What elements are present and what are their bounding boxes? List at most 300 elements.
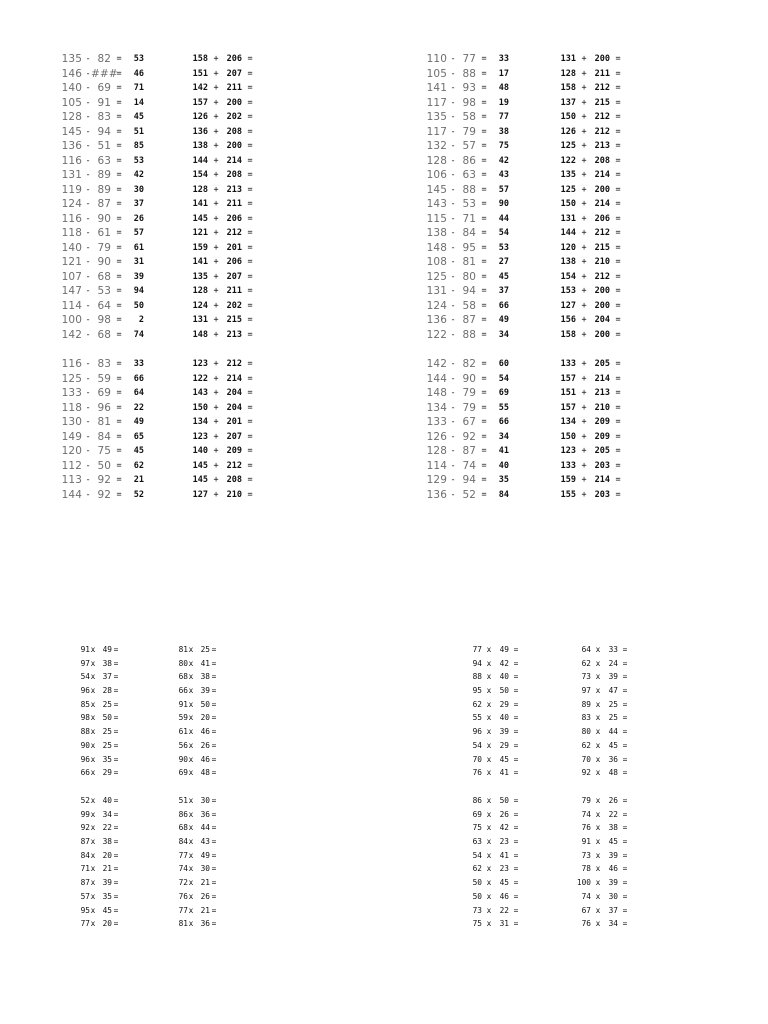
operand-a: 157 <box>192 97 208 108</box>
operand-b: 37 <box>608 905 618 915</box>
operator-sign: x <box>90 891 96 901</box>
operand-a: 123 <box>192 431 208 442</box>
equals-sign: = <box>622 658 628 668</box>
operator-sign: x <box>188 823 194 833</box>
result: 49 <box>498 315 509 325</box>
equals-sign: = <box>116 141 122 151</box>
equals-sign: = <box>615 475 621 485</box>
operand-b: 94 <box>97 125 111 138</box>
operand-b: 91 <box>97 96 111 109</box>
equals-sign: = <box>247 431 253 442</box>
equals-sign: = <box>116 446 122 456</box>
operand-b: 206 <box>226 213 242 224</box>
operand-b: 50 <box>499 686 509 696</box>
operator-sign: + <box>581 170 587 180</box>
operand-a: 66 <box>178 686 188 696</box>
equals-sign: = <box>247 257 253 267</box>
operand-b: 202 <box>226 300 242 311</box>
result: 53 <box>133 54 144 64</box>
operand-b: 39 <box>200 686 210 696</box>
equals-sign: = <box>247 155 253 166</box>
result: 43 <box>498 170 509 180</box>
result: 26 <box>133 213 144 224</box>
operand-a: 126 <box>560 126 576 137</box>
operand-a: 62 <box>472 699 482 709</box>
operator-sign: x <box>188 864 194 874</box>
operator-sign: x <box>188 878 194 888</box>
equals-sign: = <box>113 699 119 709</box>
operator-sign: - <box>450 431 456 442</box>
operand-a: 77 <box>178 850 188 860</box>
equals-sign: = <box>622 905 628 915</box>
operand-a: 54 <box>472 850 482 860</box>
result: 42 <box>133 170 144 180</box>
operand-a: 158 <box>560 329 576 340</box>
operand-b: 77 <box>462 53 476 65</box>
operator-sign: + <box>581 271 587 282</box>
equals-sign: = <box>247 359 253 369</box>
operator-sign: x <box>188 891 194 901</box>
equals-sign: = <box>481 359 487 369</box>
operand-b: 50 <box>102 713 112 723</box>
operand-b: 25 <box>102 740 112 750</box>
result: 66 <box>133 373 144 384</box>
operator-sign: + <box>213 271 219 282</box>
operand-b: 52 <box>462 488 476 501</box>
equals-sign: = <box>615 431 621 442</box>
operand-a: 88 <box>472 672 482 682</box>
operator-sign: + <box>581 54 587 64</box>
operand-a: 128 <box>426 154 447 167</box>
operator-sign: + <box>581 489 587 500</box>
equals-sign: = <box>481 402 487 413</box>
operand-b: 40 <box>499 713 509 723</box>
operand-a: 96 <box>472 727 482 737</box>
operand-a: 62 <box>581 740 591 750</box>
operand-b: 38 <box>102 658 112 668</box>
operand-b: 45 <box>499 878 509 888</box>
result: 34 <box>498 329 509 340</box>
operand-a: 105 <box>61 96 82 109</box>
operator-sign: + <box>213 213 219 224</box>
operator-sign: x <box>90 672 96 682</box>
operand-b: 213 <box>226 329 242 340</box>
operand-a: 138 <box>426 227 447 239</box>
operand-b: 200 <box>594 184 610 195</box>
equals-sign: = <box>116 300 122 311</box>
operand-b: 82 <box>97 53 111 65</box>
equals-sign: = <box>513 905 519 915</box>
operator-sign: + <box>213 431 219 442</box>
equals-sign: = <box>615 417 621 427</box>
operator-sign: - <box>85 446 91 456</box>
operand-a: 54 <box>80 672 90 682</box>
equals-sign: = <box>211 891 217 901</box>
operand-a: 132 <box>426 140 447 152</box>
equals-sign: = <box>513 686 519 696</box>
result: 38 <box>498 126 509 137</box>
operand-a: 156 <box>560 315 576 325</box>
operand-b: 211 <box>594 68 610 79</box>
operator-sign: x <box>595 809 601 819</box>
equals-sign: = <box>513 809 519 819</box>
operator-sign: + <box>581 184 587 195</box>
operand-b: 26 <box>200 740 210 750</box>
result: 57 <box>498 184 509 195</box>
operand-b: 210 <box>594 257 610 267</box>
operator-sign: x <box>188 672 194 682</box>
operand-a: 124 <box>426 299 447 312</box>
operand-b: 48 <box>200 768 210 778</box>
operator-sign: x <box>595 672 601 682</box>
operator-sign: x <box>595 754 601 764</box>
equals-sign: = <box>116 460 122 471</box>
operand-b: 205 <box>594 359 610 369</box>
operand-a: 110 <box>426 53 447 65</box>
operand-b: 207 <box>226 68 242 79</box>
operator-sign: - <box>450 242 456 253</box>
equals-sign: = <box>116 402 122 413</box>
equals-sign: = <box>113 837 119 847</box>
operator-sign: + <box>581 460 587 471</box>
operator-sign: x <box>188 919 194 929</box>
equals-sign: = <box>481 460 487 471</box>
operand-b: 94 <box>462 474 476 486</box>
operand-b: 51 <box>97 140 111 152</box>
operand-b: 44 <box>608 727 618 737</box>
equals-sign: = <box>615 373 621 384</box>
result: 84 <box>498 489 509 500</box>
operand-a: 80 <box>581 727 591 737</box>
result: 39 <box>133 271 144 282</box>
equals-sign: = <box>481 141 487 151</box>
equals-sign: = <box>116 489 122 500</box>
operand-b: 38 <box>200 672 210 682</box>
operand-b: 42 <box>499 823 509 833</box>
result: 90 <box>498 199 509 209</box>
operand-a: 148 <box>192 329 208 340</box>
operator-sign: - <box>450 300 456 311</box>
equals-sign: = <box>513 645 519 654</box>
result: 48 <box>498 83 509 93</box>
equals-sign: = <box>615 54 621 64</box>
operator-sign: - <box>450 402 456 413</box>
operator-sign: x <box>595 878 601 888</box>
operator-sign: x <box>595 768 601 778</box>
equals-sign: = <box>247 460 253 471</box>
equals-sign: = <box>622 754 628 764</box>
operand-a: 95 <box>472 686 482 696</box>
operand-b: 33 <box>608 645 618 654</box>
operand-a: 75 <box>472 919 482 929</box>
equals-sign: = <box>247 446 253 456</box>
operator-sign: + <box>213 315 219 325</box>
operand-b: 25 <box>608 699 618 709</box>
operand-b: 211 <box>226 286 242 296</box>
result: 30 <box>133 184 144 195</box>
equals-sign: = <box>113 686 119 696</box>
equals-sign: = <box>113 796 119 805</box>
operand-b: 210 <box>226 489 242 500</box>
operand-a: 76 <box>178 891 188 901</box>
operand-b: 92 <box>97 488 111 501</box>
equals-sign: = <box>116 112 122 122</box>
operator-sign: + <box>213 359 219 369</box>
equals-sign: = <box>481 213 487 224</box>
operator-sign: x <box>595 658 601 668</box>
operand-a: 128 <box>426 445 447 457</box>
operand-a: 72 <box>178 878 188 888</box>
operand-a: 115 <box>426 212 447 225</box>
equals-sign: = <box>622 645 628 654</box>
operator-sign: x <box>595 850 601 860</box>
operator-sign: x <box>486 878 492 888</box>
operand-a: 151 <box>560 388 576 398</box>
operand-a: 159 <box>560 475 576 485</box>
operand-b: 82 <box>462 358 476 370</box>
operand-b: 63 <box>97 154 111 167</box>
operator-sign: + <box>213 446 219 456</box>
operator-sign: - <box>85 329 91 340</box>
operand-a: 107 <box>61 270 82 283</box>
equals-sign: = <box>622 891 628 901</box>
operand-a: 81 <box>178 645 188 654</box>
equals-sign: = <box>113 891 119 901</box>
operand-b: 87 <box>462 314 476 326</box>
operand-b: 89 <box>97 183 111 196</box>
operand-b: 34 <box>102 809 112 819</box>
operator-sign: + <box>581 199 587 209</box>
result: 37 <box>498 286 509 296</box>
operand-a: 122 <box>192 373 208 384</box>
operand-b: 57 <box>462 140 476 152</box>
operator-sign: - <box>450 213 456 224</box>
operator-sign: - <box>450 83 456 93</box>
equals-sign: = <box>116 184 122 195</box>
result: 44 <box>498 213 509 224</box>
operand-a: 62 <box>581 658 591 668</box>
result: 22 <box>133 402 144 413</box>
operand-b: 50 <box>200 699 210 709</box>
operator-sign: - <box>450 446 456 456</box>
operand-b: 213 <box>594 141 610 151</box>
operator-sign: x <box>188 713 194 723</box>
operand-a: 157 <box>560 373 576 384</box>
operand-a: 138 <box>560 257 576 267</box>
operand-a: 77 <box>80 919 90 929</box>
operand-a: 95 <box>80 905 90 915</box>
operator-sign: x <box>90 658 96 668</box>
operand-b: 200 <box>594 286 610 296</box>
operand-b: 92 <box>462 430 476 443</box>
operator-sign: x <box>90 645 96 654</box>
operand-b: 26 <box>608 796 618 805</box>
operand-b: 211 <box>226 199 242 209</box>
operand-b: 79 <box>462 401 476 414</box>
operator-sign: - <box>85 126 91 137</box>
equals-sign: = <box>247 170 253 180</box>
operator-sign: x <box>90 919 96 929</box>
operand-b: 39 <box>102 878 112 888</box>
operator-sign: - <box>450 315 456 325</box>
operator-sign: - <box>85 213 91 224</box>
equals-sign: = <box>513 754 519 764</box>
operand-a: 141 <box>192 257 208 267</box>
equals-sign: = <box>116 155 122 166</box>
equals-sign: = <box>247 83 253 93</box>
operand-b: 200 <box>594 300 610 311</box>
equals-sign: = <box>211 740 217 750</box>
operand-a: 145 <box>61 125 82 138</box>
operand-b: 92 <box>97 474 111 486</box>
operand-a: 108 <box>426 256 447 268</box>
result: 54 <box>498 228 509 238</box>
result: 45 <box>133 112 144 122</box>
equals-sign: = <box>116 315 122 325</box>
operand-a: 140 <box>192 446 208 456</box>
operand-b: 206 <box>226 54 242 64</box>
result: 57 <box>133 228 144 238</box>
operand-b: 39 <box>608 878 618 888</box>
operand-b: 79 <box>462 387 476 399</box>
equals-sign: = <box>113 864 119 874</box>
equals-sign: = <box>481 97 487 108</box>
equals-sign: = <box>615 184 621 195</box>
equals-sign: = <box>481 271 487 282</box>
equals-sign: = <box>247 54 253 64</box>
operator-sign: + <box>213 97 219 108</box>
operator-sign: + <box>213 83 219 93</box>
equals-sign: = <box>481 126 487 137</box>
operand-a: 91 <box>581 837 591 847</box>
equals-sign: = <box>513 837 519 847</box>
operator-sign: - <box>450 257 456 267</box>
operand-a: 86 <box>472 796 482 805</box>
result: 21 <box>133 475 144 485</box>
operand-a: 129 <box>426 474 447 486</box>
operand-a: 84 <box>80 850 90 860</box>
operand-b: 81 <box>97 416 111 428</box>
operator-sign: - <box>85 112 91 122</box>
operand-b: 206 <box>594 213 610 224</box>
equals-sign: = <box>211 796 217 805</box>
operand-a: 118 <box>61 227 82 239</box>
equals-sign: = <box>615 83 621 93</box>
operator-sign: x <box>188 686 194 696</box>
operand-b: 214 <box>594 199 610 209</box>
result: 60 <box>498 359 509 369</box>
operator-sign: - <box>450 271 456 282</box>
operand-a: 142 <box>192 83 208 93</box>
operator-sign: + <box>213 489 219 500</box>
operand-b: 42 <box>499 658 509 668</box>
operand-b: 79 <box>97 241 111 254</box>
result: 45 <box>498 271 509 282</box>
operand-a: 86 <box>178 809 188 819</box>
operator-sign: x <box>90 727 96 737</box>
operand-a: 135 <box>560 170 576 180</box>
operand-a: 127 <box>192 489 208 500</box>
operator-sign: + <box>213 141 219 151</box>
operand-b: 84 <box>462 227 476 239</box>
operand-b: 23 <box>499 837 509 847</box>
equals-sign: = <box>513 850 519 860</box>
result: 69 <box>498 388 509 398</box>
operand-a: 133 <box>61 387 82 399</box>
operand-a: 143 <box>192 388 208 398</box>
equals-sign: = <box>481 257 487 267</box>
equals-sign: = <box>116 170 122 180</box>
operand-a: 113 <box>61 474 82 486</box>
operand-a: 147 <box>61 285 82 297</box>
operand-b: 201 <box>226 417 242 427</box>
operator-sign: + <box>213 184 219 195</box>
equals-sign: = <box>622 727 628 737</box>
equals-sign: = <box>116 199 122 209</box>
equals-sign: = <box>513 823 519 833</box>
result: 40 <box>498 460 509 471</box>
operand-b: 30 <box>200 796 210 805</box>
operand-b: 46 <box>499 891 509 901</box>
operator-sign: - <box>85 460 91 471</box>
operator-sign: x <box>90 837 96 847</box>
operand-a: 74 <box>581 891 591 901</box>
operator-sign: x <box>486 754 492 764</box>
operand-b: 29 <box>499 699 509 709</box>
operand-a: 125 <box>560 141 576 151</box>
operand-b: 45 <box>608 740 618 750</box>
operand-b: 25 <box>608 713 618 723</box>
operand-a: 144 <box>61 488 82 501</box>
operand-a: 78 <box>581 864 591 874</box>
equals-sign: = <box>247 475 253 485</box>
equals-sign: = <box>113 850 119 860</box>
equals-sign: = <box>615 329 621 340</box>
operand-a: 52 <box>80 796 90 805</box>
result: 85 <box>133 141 144 151</box>
result: 62 <box>133 460 144 471</box>
operand-b: 31 <box>499 919 509 929</box>
operand-a: 73 <box>472 905 482 915</box>
operator-sign: - <box>85 242 91 253</box>
operator-sign: x <box>90 809 96 819</box>
operator-sign: - <box>450 54 456 64</box>
operand-b: 212 <box>594 126 610 137</box>
operand-b: 35 <box>102 891 112 901</box>
equals-sign: = <box>247 68 253 79</box>
equals-sign: = <box>513 658 519 668</box>
operand-b: 214 <box>594 475 610 485</box>
operand-b: 69 <box>97 387 111 399</box>
result: 41 <box>498 446 509 456</box>
operator-sign: - <box>85 315 91 325</box>
equals-sign: = <box>247 402 253 413</box>
operand-b: 80 <box>462 270 476 283</box>
equals-sign: = <box>513 864 519 874</box>
result: 33 <box>498 54 509 64</box>
equals-sign: = <box>116 257 122 267</box>
equals-sign: = <box>622 878 628 888</box>
operand-a: 155 <box>560 489 576 500</box>
operand-a: 128 <box>192 184 208 195</box>
operand-b: 207 <box>226 271 242 282</box>
equals-sign: = <box>513 740 519 750</box>
equals-sign: = <box>622 850 628 860</box>
operand-b: 213 <box>226 184 242 195</box>
operand-b: 49 <box>499 645 509 654</box>
operator-sign: - <box>85 184 91 195</box>
operator-sign: + <box>213 388 219 398</box>
